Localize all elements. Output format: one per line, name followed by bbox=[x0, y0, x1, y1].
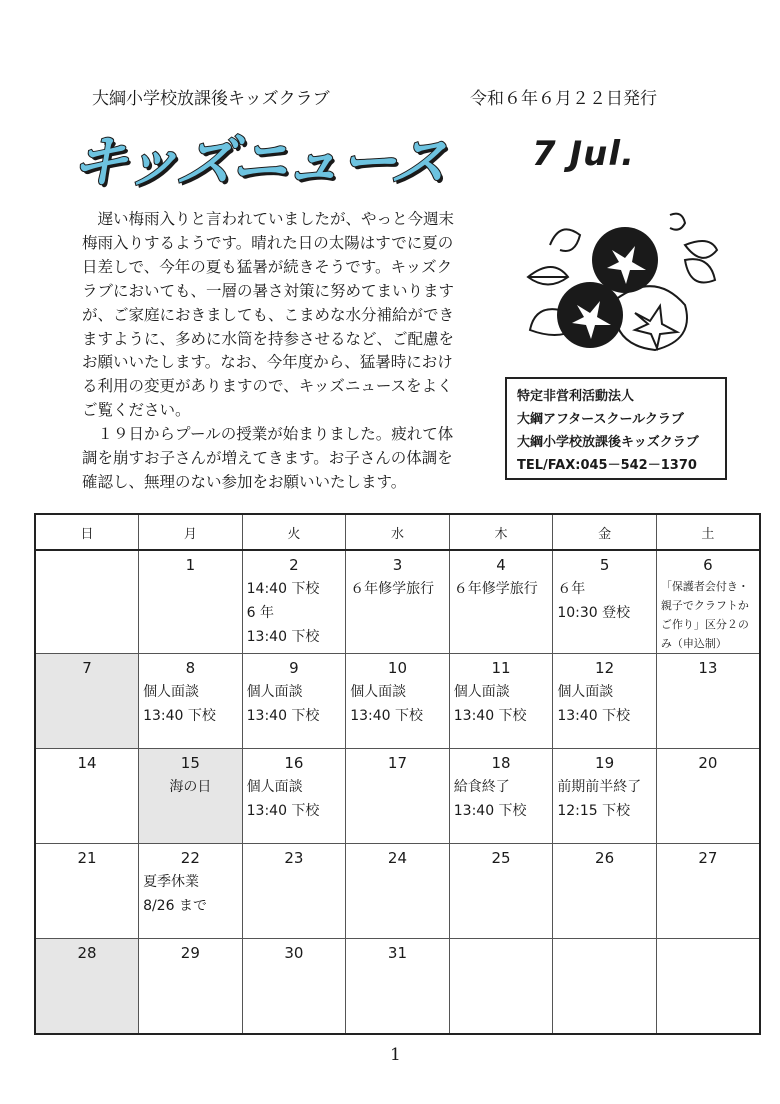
calendar-day-cell bbox=[242, 654, 346, 749]
calendar-week-row bbox=[35, 749, 760, 844]
contact-phone: TEL/FAX:045－542－1370 bbox=[517, 458, 697, 473]
calendar-day-cell bbox=[553, 749, 657, 844]
day-number: 1 bbox=[185, 556, 196, 574]
day-number: 2 bbox=[289, 556, 299, 574]
calendar-day-cell bbox=[242, 749, 346, 844]
weekday-header: 金 bbox=[553, 514, 657, 550]
calendar-week-row bbox=[35, 550, 760, 654]
day-event: 個人面談 bbox=[143, 684, 200, 700]
calendar-day-cell bbox=[553, 654, 657, 749]
page-number: 1 bbox=[390, 1045, 401, 1065]
contact-line-2: 大綱アフタースクールクラブ bbox=[517, 412, 684, 427]
calendar-day-cell bbox=[139, 550, 243, 654]
calendar-day-cell bbox=[553, 550, 657, 654]
day-number: 12 bbox=[595, 659, 615, 677]
calendar-day-cell bbox=[656, 654, 760, 749]
calendar-day-cell bbox=[553, 844, 657, 939]
day-number: 9 bbox=[289, 659, 299, 677]
day-event: 個人面談 bbox=[557, 684, 614, 700]
calendar-day-cell bbox=[346, 749, 450, 844]
day-event: 個人面談 bbox=[246, 779, 303, 795]
day-number: 28 bbox=[77, 944, 97, 962]
day-number: 19 bbox=[595, 754, 615, 772]
day-event: 13:40 下校 bbox=[453, 803, 527, 819]
day-event: 13:40 下校 bbox=[246, 708, 320, 724]
day-number: 17 bbox=[387, 754, 408, 772]
day-event: 個人面談 bbox=[453, 684, 510, 700]
calendar-day-cell bbox=[35, 844, 139, 939]
day-number: 25 bbox=[491, 849, 511, 867]
calendar-day-cell bbox=[346, 939, 450, 1034]
calendar-day-cell bbox=[449, 749, 553, 844]
weekday-header: 木 bbox=[449, 514, 553, 550]
day-number: 18 bbox=[491, 754, 511, 772]
calendar-day-cell bbox=[346, 550, 450, 654]
calendar-day-cell bbox=[449, 550, 553, 654]
weekday-header: 水 bbox=[346, 514, 450, 550]
day-event: 13:40 下校 bbox=[557, 708, 631, 724]
calendar-day-cell bbox=[656, 844, 760, 939]
calendar-day-cell bbox=[139, 844, 243, 939]
newsletter-title bbox=[66, 118, 451, 198]
day-event: ６年修学旅行 bbox=[453, 581, 538, 597]
calendar-day-cell bbox=[139, 939, 243, 1034]
calendar-day-cell bbox=[242, 939, 346, 1034]
day-number: 24 bbox=[387, 849, 408, 867]
day-event: 個人面談 bbox=[246, 684, 303, 700]
day-event: 6 年 bbox=[246, 605, 274, 621]
calendar-day-cell bbox=[35, 550, 139, 654]
day-number: 7 bbox=[82, 659, 92, 677]
weekday-header: 火 bbox=[242, 514, 346, 550]
day-event: 12:15 下校 bbox=[557, 803, 631, 819]
day-number: 8 bbox=[185, 659, 196, 677]
title-text: キッズニュース bbox=[66, 130, 451, 195]
day-number: 22 bbox=[180, 849, 200, 867]
calendar-day-cell bbox=[242, 550, 346, 654]
day-number: 20 bbox=[698, 754, 718, 772]
day-event: 13:40 下校 bbox=[246, 803, 320, 819]
calendar-day-cell bbox=[656, 939, 760, 1034]
day-number: 16 bbox=[284, 754, 304, 772]
day-number: 27 bbox=[698, 849, 718, 867]
day-number: 5 bbox=[599, 556, 610, 574]
day-number: 30 bbox=[284, 944, 304, 962]
weekday-header: 日 bbox=[35, 514, 139, 550]
day-number: 11 bbox=[491, 659, 511, 677]
calendar-day-cell bbox=[449, 654, 553, 749]
day-number: 15 bbox=[180, 754, 200, 772]
day-number: 13 bbox=[698, 659, 718, 677]
day-event: 13:40 下校 bbox=[143, 708, 216, 724]
calendar-day-cell bbox=[553, 939, 657, 1034]
calendar-day-cell bbox=[35, 939, 139, 1034]
day-event: 給食終了 bbox=[453, 779, 510, 795]
calendar-week-row bbox=[35, 654, 760, 749]
calendar-day-cell bbox=[449, 939, 553, 1034]
day-number: 10 bbox=[387, 659, 408, 677]
calendar-day-cell bbox=[656, 749, 760, 844]
intro-paragraph-1: 遅い梅雨入りと言われていましたが、やっと今週末梅雨入りするようです。晴れた日の太陽はすでに夏の日差しで、今年の夏も猛暑が続きそうです。キッズクラブにおいても、一層の暑さ対策に努めてまいりますが、ご家庭におきましても、こまめな水分補給ができますように、多めに水筒を持参させるなど、ご配慮をお願いいたします。なお、今年度から、猛暑時における利用の変更がありますので、キッズニュースをよくご覧ください。 bbox=[82, 210, 455, 420]
org-name: 大綱小学校放課後キッズクラブ bbox=[92, 89, 330, 109]
calendar-day-cell bbox=[139, 654, 243, 749]
contact-line-3: 大綱小学校放課後キッズクラブ bbox=[517, 435, 699, 450]
day-number: 14 bbox=[77, 754, 97, 772]
day-event: 「保護者会付き・親子でクラフトかご作り」区分２のみ（申込制） bbox=[660, 580, 749, 650]
day-number: 23 bbox=[284, 849, 304, 867]
month-label: 7 Jul. bbox=[532, 134, 635, 174]
day-event: 8/26 まで bbox=[143, 898, 207, 914]
day-event: 14:40 下校 bbox=[246, 581, 320, 597]
day-number: 4 bbox=[496, 556, 506, 574]
morning-glory-illustration bbox=[520, 205, 725, 355]
day-event: 前期前半終了 bbox=[557, 779, 642, 795]
day-number: 3 bbox=[392, 556, 403, 574]
day-number: 21 bbox=[77, 849, 97, 867]
calendar-week-row bbox=[35, 939, 760, 1034]
contact-line-1: 特定非営利活動法人 bbox=[517, 389, 635, 404]
day-number: 31 bbox=[387, 944, 408, 962]
calendar-day-cell bbox=[346, 654, 450, 749]
day-number: 29 bbox=[180, 944, 200, 962]
calendar-day-cell bbox=[242, 844, 346, 939]
day-event: 個人面談 bbox=[350, 684, 407, 700]
calendar-table bbox=[34, 513, 761, 1035]
day-number: 26 bbox=[595, 849, 615, 867]
weekday-header: 月 bbox=[139, 514, 243, 550]
calendar-day-cell bbox=[35, 654, 139, 749]
calendar-week-row bbox=[35, 844, 760, 939]
day-event: ６年修学旅行 bbox=[350, 581, 435, 597]
day-event: 海の日 bbox=[169, 779, 212, 795]
weekday-header-row bbox=[35, 514, 760, 550]
calendar-day-cell bbox=[656, 550, 760, 654]
issue-date: 令和６年６月２２日発行 bbox=[470, 89, 657, 109]
contact-box bbox=[505, 377, 727, 480]
day-event: 10:30 登校 bbox=[557, 605, 631, 621]
day-event: 13:40 下校 bbox=[246, 629, 320, 645]
day-event: ６年 bbox=[557, 581, 586, 597]
day-event: 13:40 下校 bbox=[453, 708, 527, 724]
intro-paragraph-2: １９日からプールの授業が始まりました。疲れて体調を崩すお子さんが増えてきます。お子さんの体調を確認し、無理のない参加をお願いいたします。 bbox=[82, 425, 454, 491]
day-event: 夏季休業 bbox=[143, 874, 200, 890]
calendar-day-cell bbox=[139, 749, 243, 844]
day-number: 6 bbox=[703, 556, 713, 574]
intro-text bbox=[82, 208, 467, 495]
weekday-header: 土 bbox=[656, 514, 760, 550]
calendar-day-cell bbox=[449, 844, 553, 939]
calendar-day-cell bbox=[35, 749, 139, 844]
day-event: 13:40 下校 bbox=[350, 708, 423, 724]
calendar-day-cell bbox=[346, 844, 450, 939]
